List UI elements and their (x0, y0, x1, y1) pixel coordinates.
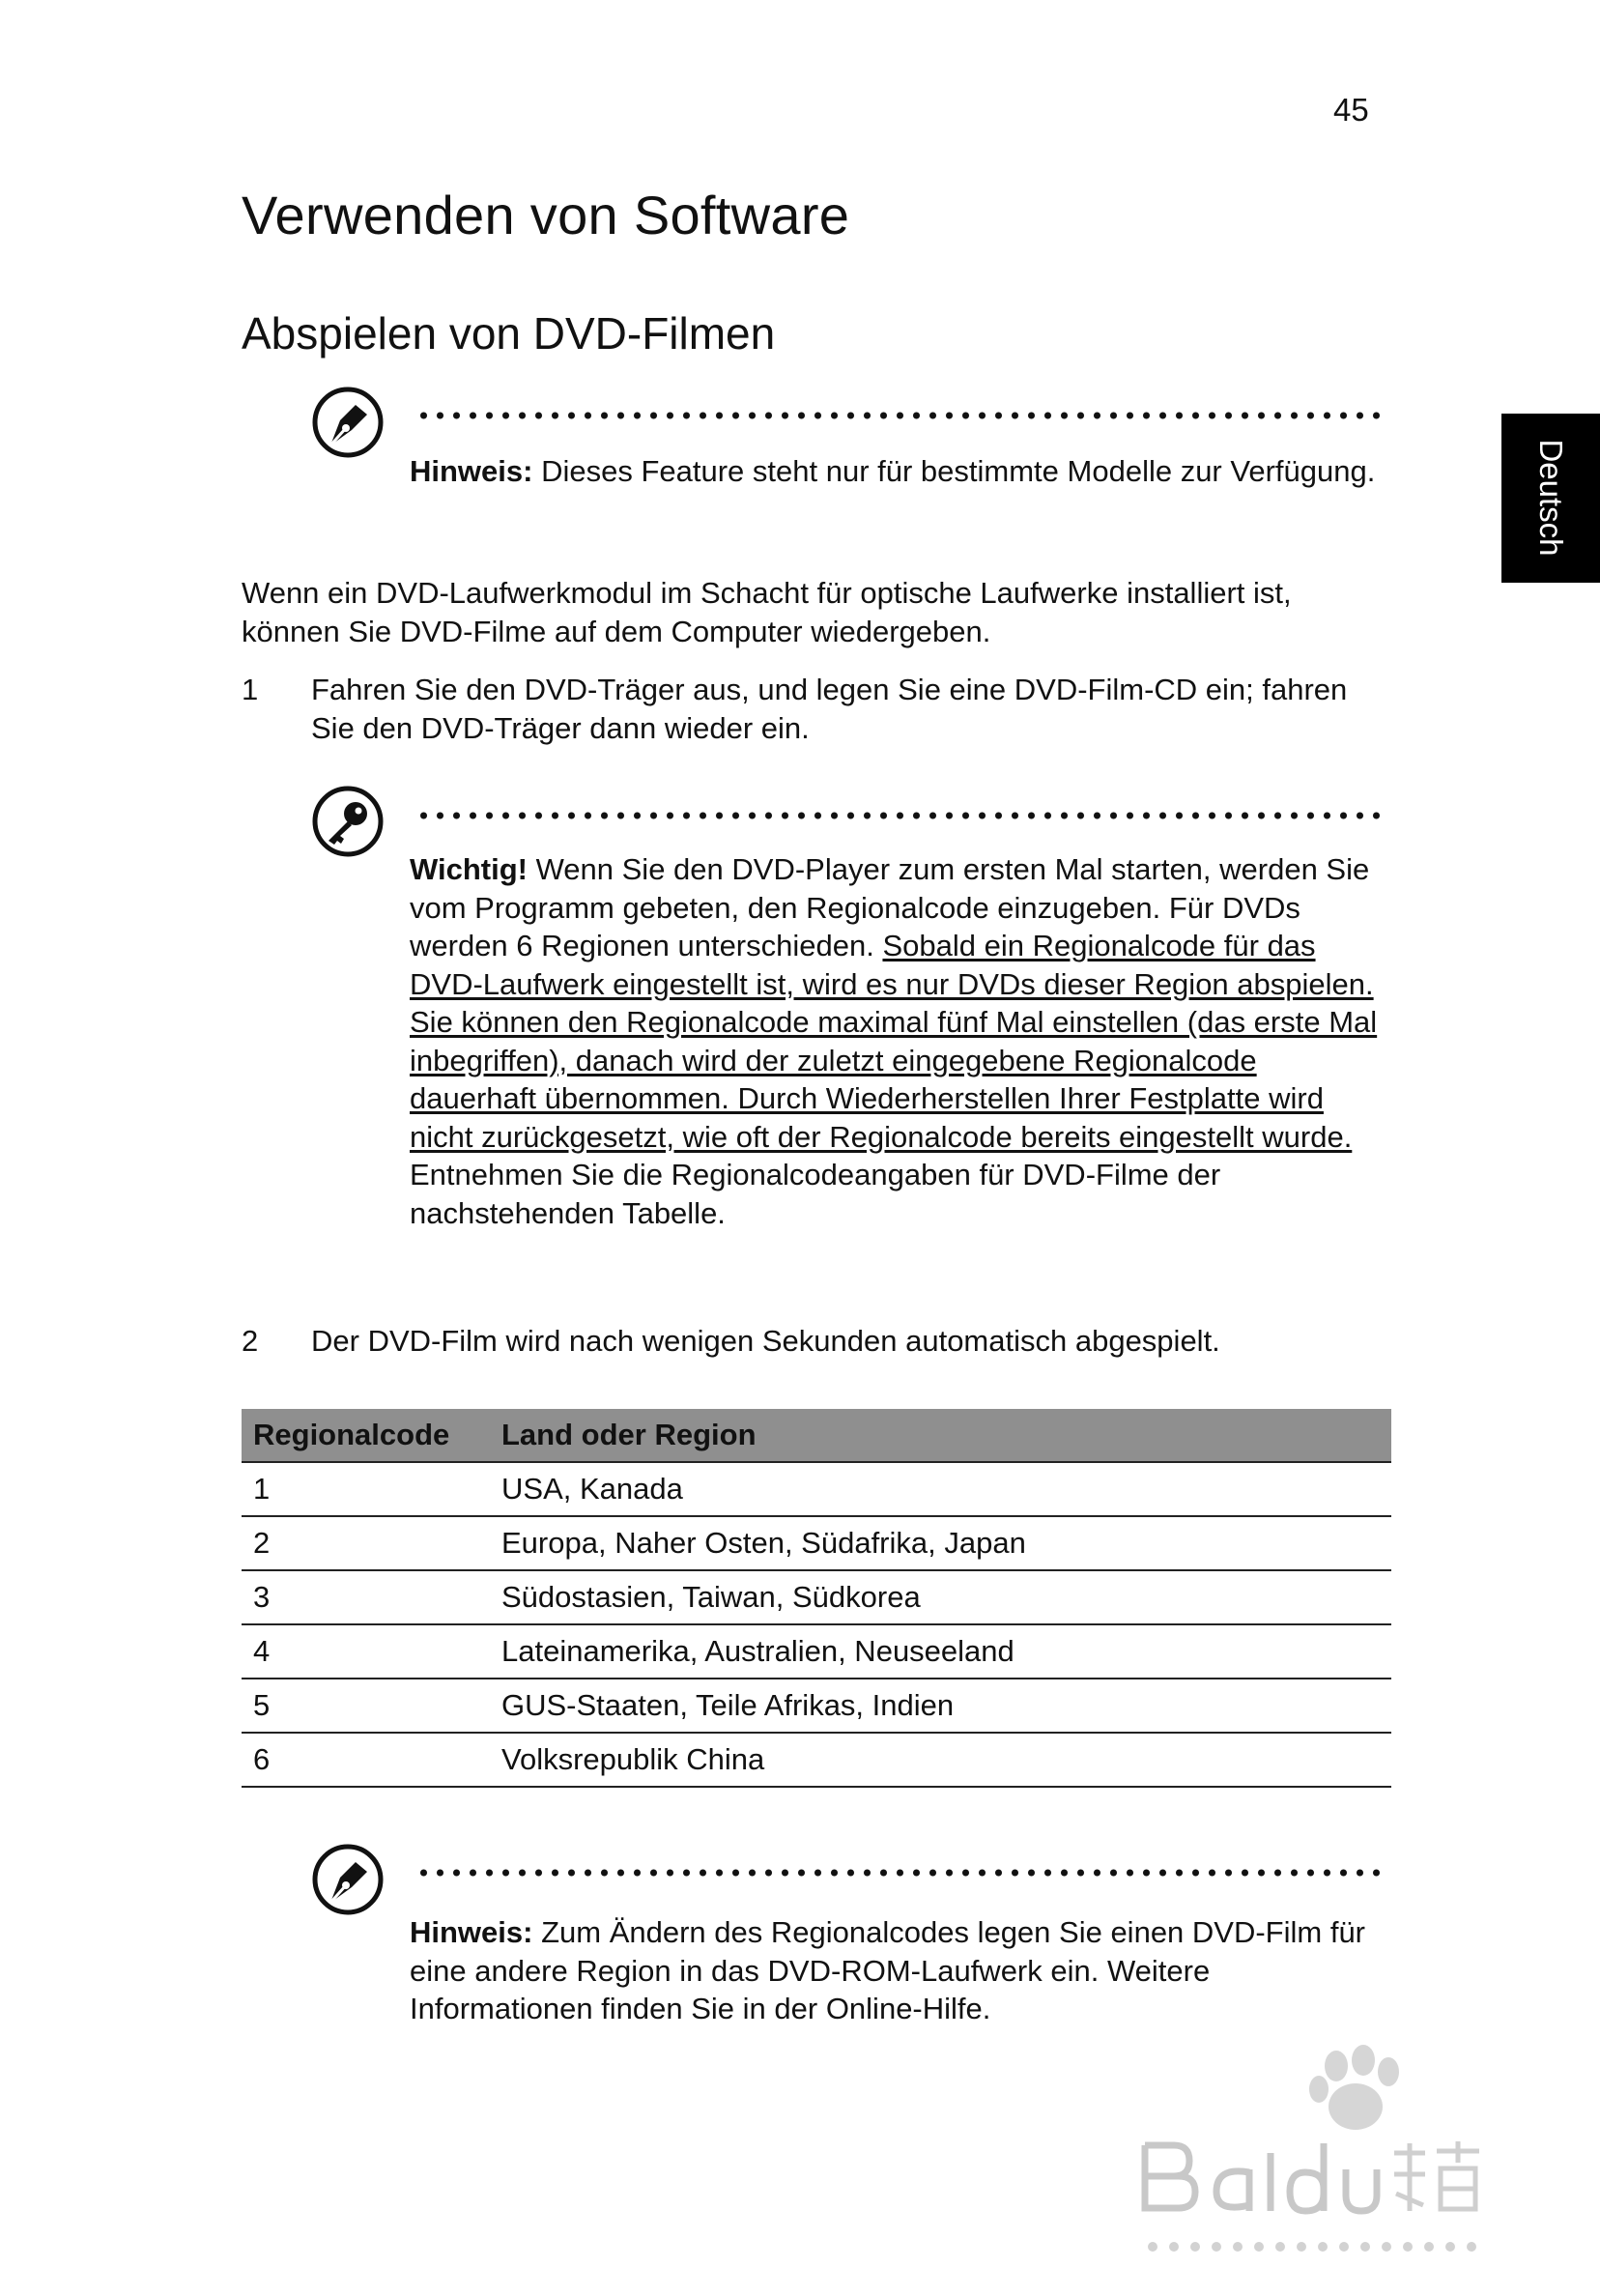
region-code-cell: 1 (242, 1462, 490, 1516)
note-availability (410, 452, 1381, 491)
note-label: Hinweis: (410, 1915, 533, 1949)
region-code-cell: 4 (242, 1624, 490, 1679)
important-label: Wichtig! (410, 852, 528, 886)
page-title: Verwenden von Software (242, 185, 850, 245)
table-header-row (242, 1409, 1391, 1462)
region-name-cell: Lateinamerika, Australien, Neuseeland (490, 1624, 1391, 1679)
page-number: 45 (1333, 92, 1369, 128)
table-row (242, 1570, 1391, 1624)
table-row (242, 1624, 1391, 1679)
column-header-code: Regionalcode (242, 1409, 490, 1462)
table-row (242, 1516, 1391, 1570)
region-code-table (242, 1409, 1391, 1788)
step-number: 2 (242, 1324, 259, 1358)
pen-note-icon (311, 1843, 385, 1916)
step-text: Der DVD-Film wird nach wenigen Sekunden automatisch abgespielt. (311, 1324, 1220, 1358)
region-name-cell: Südostasien, Taiwan, Südkorea (490, 1570, 1391, 1624)
region-code-cell: 3 (242, 1570, 490, 1624)
note-body: Dieses Feature steht nur für bestimmte Modelle zur Verfügung. (532, 454, 1376, 488)
important-divider (415, 812, 1387, 819)
language-tab-label: Deutsch (1533, 439, 1569, 557)
region-name-cell: Volksrepublik China (490, 1733, 1391, 1787)
key-important-icon (311, 785, 385, 858)
important-text-outro: Entnehmen Sie die Regionalcodeangaben für DVD-Filme der nachstehenden Tabelle. (410, 1158, 1221, 1230)
region-name-cell: Europa, Naher Osten, Südafrika, Japan (490, 1516, 1391, 1570)
pen-note-icon (311, 386, 385, 459)
important-text-underlined: Sobald ein Regionalcode für das DVD-Laufwerk eingestellt ist, wird es nur DVDs dieser Region abspielen. Sie können den Regionalcode maximal fünf Mal einstellen (das erste Mal inbegriffen), danach wird der zuletzt eingegebene Regionalcode dauerhaft übernommen. Durch Wiederherstellen Ihrer Festplatte wird nicht zurückgesetzt, wie oft der Regionalcode bereits eingestellt wurde. (410, 929, 1378, 1154)
region-code-cell: 6 (242, 1733, 490, 1787)
note-region-change (410, 1913, 1381, 2028)
region-name-cell: USA, Kanada (490, 1462, 1391, 1516)
table-row (242, 1679, 1391, 1733)
region-code-cell: 2 (242, 1516, 490, 1570)
step-number: 1 (242, 673, 259, 706)
column-header-region: Land oder Region (490, 1409, 1391, 1462)
important-text-intro: Wenn Sie den DVD-Player zum ersten Mal starten, werden Sie vom Programm gebeten, den Regionalcode einzugeben. Für DVDs werden 6 Regionen unterschieden. (410, 852, 1370, 962)
note-divider (415, 1869, 1387, 1877)
table-row (242, 1462, 1391, 1516)
language-tab (1501, 414, 1600, 583)
important-note (410, 850, 1381, 1232)
region-name-cell: GUS-Staaten, Teile Afrikas, Indien (490, 1679, 1391, 1733)
note-divider (415, 412, 1387, 419)
region-code-cell: 5 (242, 1679, 490, 1733)
section-title: Abspielen von DVD-Filmen (242, 308, 776, 359)
table-row (242, 1733, 1391, 1787)
intro-paragraph: Wenn ein DVD-Laufwerkmodul im Schacht für optische Laufwerke installiert ist, können Sie DVD-Filme auf dem Computer wiedergeben. (242, 576, 1292, 648)
step-text: Fahren Sie den DVD-Träger aus, und legen Sie eine DVD-Film-CD ein; fahren Sie den DVD-Träger dann wieder ein. (311, 673, 1348, 745)
note-body: Zum Ändern des Regionalcodes legen Sie einen DVD-Film für eine andere Region in das DVD-ROM-Laufwerk ein. Weitere Informationen finden Sie in der Online-Hilfe. (410, 1915, 1366, 2025)
baidu-watermark (1135, 2039, 1502, 2281)
note-label: Hinweis: (410, 454, 533, 488)
